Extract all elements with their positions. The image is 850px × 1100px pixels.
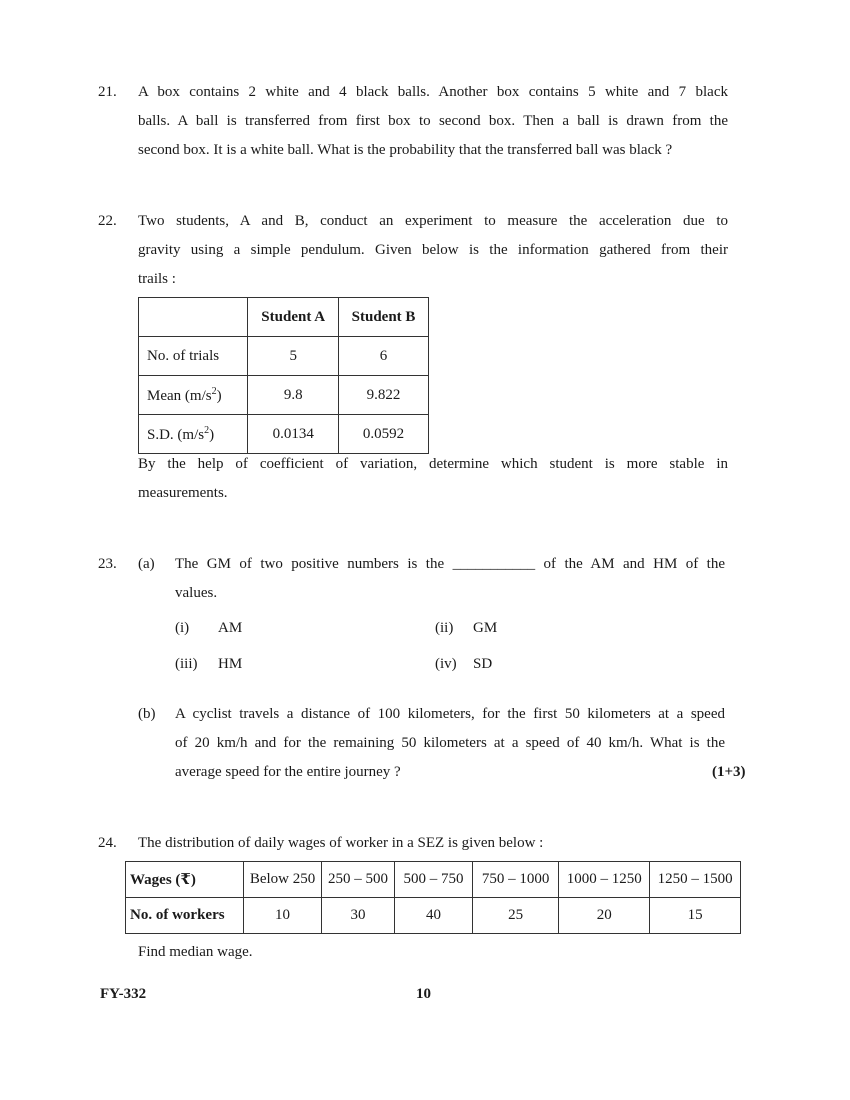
table-row: [139, 337, 429, 376]
page-number: 10: [416, 986, 431, 1002]
text-line: average speed for the entire journey ?: [175, 764, 401, 780]
row-label: No. of trials: [139, 337, 248, 376]
option-number: (iii): [175, 656, 198, 672]
option-iv-text: SD: [473, 656, 493, 672]
table-header-row: [139, 298, 429, 337]
cell-student-b: 6: [339, 337, 429, 376]
superscript: 2: [211, 385, 217, 397]
workers-cell: 15: [650, 898, 741, 934]
question-21: [98, 78, 728, 165]
cell-student-b: 9.822: [339, 376, 429, 415]
option-i: [175, 620, 189, 637]
row-label: [139, 376, 248, 415]
row-label-text: S.D. (m/s: [147, 426, 205, 443]
class-cell: 250 – 500: [321, 862, 394, 898]
text-before-blank: The GM of two positive numbers is the: [175, 556, 445, 572]
part-a-label: (a): [138, 556, 155, 572]
question-text: [138, 78, 728, 165]
workers-cell: 10: [244, 898, 322, 934]
text-line: [175, 550, 725, 579]
cell-student-a: 9.8: [248, 376, 339, 415]
workers-cell: 40: [395, 898, 473, 934]
fill-blank: ___________: [452, 556, 536, 572]
paper-code: FY-332: [100, 986, 147, 1002]
header-student-b: Student B: [339, 298, 429, 337]
text-after-blank: of the AM and HM of the: [543, 556, 726, 572]
workers-cell: 20: [559, 898, 650, 934]
table-row: [139, 376, 429, 415]
header-student-a: Student A: [248, 298, 339, 337]
row-label-wages: Wages (₹): [126, 862, 244, 898]
part-b-text: [175, 700, 725, 787]
row-label-workers: No. of workers: [126, 898, 244, 934]
text-line: values.: [175, 585, 218, 601]
cell-student-a: 5: [248, 337, 339, 376]
option-i-text: AM: [218, 620, 243, 636]
row-label-close: ): [209, 426, 215, 443]
option-number: (i): [175, 620, 190, 636]
question-instruction: Find median wage.: [138, 944, 253, 960]
question-22-conclusion: [98, 450, 728, 508]
question-22: [98, 207, 728, 294]
question-text: The distribution of daily wages of worker in a SEZ is given below :: [138, 835, 544, 851]
text-line: measurements.: [138, 485, 228, 501]
wages-table: [125, 861, 741, 934]
table-corner-cell: [139, 298, 248, 337]
option-number: (ii): [435, 620, 454, 636]
question-number: 23.: [98, 556, 117, 572]
option-iii: [175, 656, 198, 673]
text-line: second box. It is a white ball. What is the probability that the transferred ball was black ?: [138, 142, 673, 158]
class-cell: 1000 – 1250: [559, 862, 650, 898]
student-table: [138, 297, 429, 454]
row-label: [139, 415, 248, 454]
superscript: 2: [204, 424, 210, 436]
question-number: 21.: [98, 84, 117, 100]
part-a-text: [175, 550, 725, 608]
question-number: 24.: [98, 835, 117, 851]
question-text: [138, 207, 728, 294]
row-label-close: ): [216, 387, 222, 404]
class-cell: 1250 – 1500: [650, 862, 741, 898]
marks: (1+3): [712, 764, 746, 780]
option-iv: [435, 656, 457, 673]
text-line: Two students, A and B, conduct an experiment to measure the acceleration due to: [138, 213, 728, 229]
option-ii: [435, 620, 453, 637]
text-line: gravity using a simple pendulum. Given below is the information gathered from their: [138, 242, 728, 258]
text-line: By the help of coefficient of variation, determine which student is more stable in: [138, 456, 728, 472]
text-line: trails :: [138, 271, 176, 287]
option-number: (iv): [435, 656, 457, 672]
class-cell: Below 250: [244, 862, 322, 898]
text-line: A cyclist travels a distance of 100 kilometers, for the first 50 kilometers at a speed: [175, 706, 725, 722]
workers-cell: 30: [321, 898, 394, 934]
option-ii-text: GM: [473, 620, 498, 636]
row-label-text: Mean (m/s: [147, 387, 212, 404]
cell-student-a: 0.0134: [248, 415, 339, 454]
text-line: balls. A ball is transferred from first box to second box. Then a ball is drawn from the: [138, 113, 728, 129]
workers-cell: 25: [472, 898, 559, 934]
table-row-workers: [126, 898, 741, 934]
text-line: A box contains 2 white and 4 black balls. Another box contains 5 white and 7 black: [138, 84, 728, 100]
part-b-label: (b): [138, 706, 156, 722]
cell-student-b: 0.0592: [339, 415, 429, 454]
table-row-wages: [126, 862, 741, 898]
text-line: of 20 km/h and for the remaining 50 kilometers at a speed of 40 km/h. What is the: [175, 735, 725, 751]
class-cell: 750 – 1000: [472, 862, 559, 898]
question-number: 22.: [98, 213, 117, 229]
class-cell: 500 – 750: [395, 862, 473, 898]
question-text: [138, 450, 728, 508]
option-iii-text: HM: [218, 656, 243, 672]
table-row: [139, 415, 429, 454]
